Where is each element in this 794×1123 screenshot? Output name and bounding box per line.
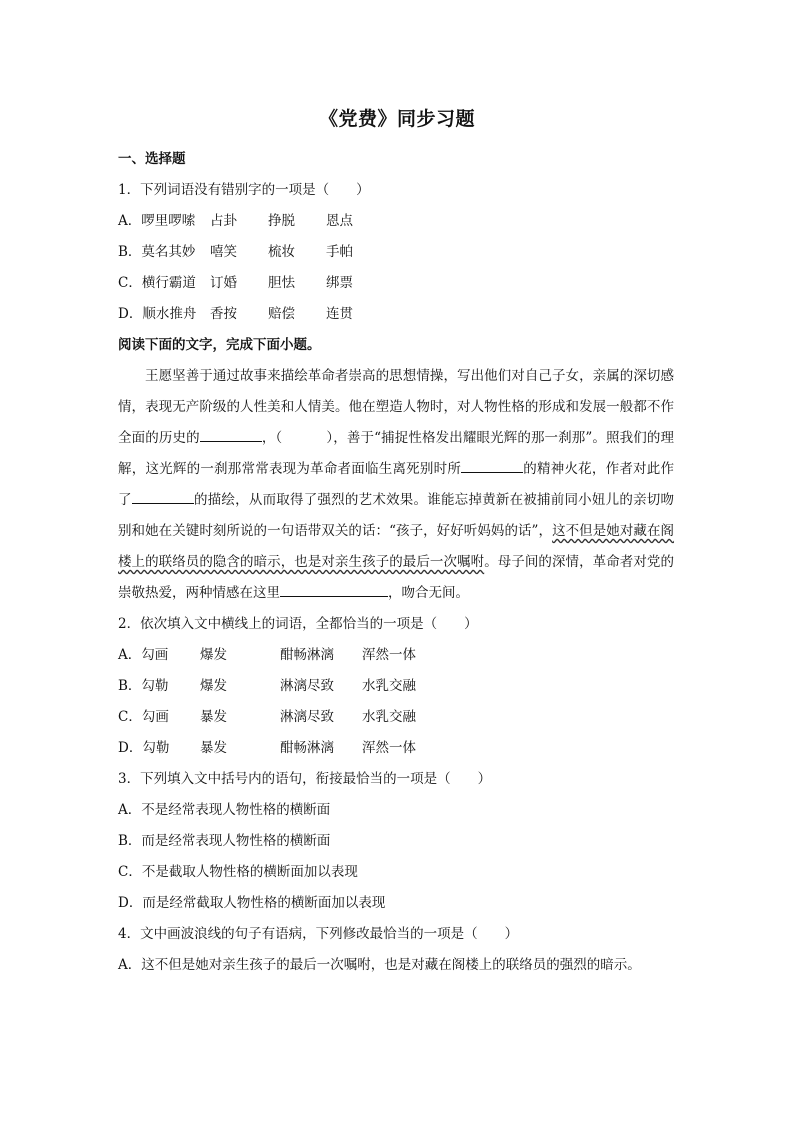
question-2-stem: 2．依次填入文中横线上的词语，全都恰当的一项是（ ） <box>118 616 478 632</box>
option-text: 连贯 <box>326 306 353 322</box>
page-title: 《党费》同步习题 <box>318 108 475 130</box>
option-text: 浑然一体 <box>362 647 416 663</box>
passage-text: 王愿坚善于通过故事来描绘革命者崇高的思想情操，写出他们对自己子女，亲属的深切感情，表现无产阶级的人性美和人情美。他在塑造人物时，对人物性格的形成和发展一般都不作全面的历史的 <box>118 368 674 446</box>
question-3-option-a: A．不是经常表现人物性格的横断面 <box>118 802 331 818</box>
option-text: 暴发 <box>200 709 227 725</box>
passage-text: ，（ <box>261 430 283 446</box>
option-text: 淋漓尽致 <box>280 678 334 694</box>
option-text: 赔偿 <box>268 306 295 322</box>
question-1-stem: 1．下列词语没有错别字的一项是（ ） <box>118 182 370 198</box>
option-text: 订婚 <box>210 275 237 291</box>
option-text: D．勾勒 <box>118 740 170 756</box>
question-2-option-b <box>118 671 674 702</box>
option-text: 恩点 <box>326 213 353 229</box>
question-2-option-c <box>118 702 674 733</box>
option-text: C．横行霸道 <box>118 275 196 291</box>
question-1-option-c <box>118 268 674 299</box>
option-text: A．啰里啰嗦 <box>118 213 196 229</box>
option-text: B．勾勒 <box>118 678 169 694</box>
question-3-option-d: D．而是经常截取人物性格的横断面加以表现 <box>118 895 386 911</box>
passage-text: ），善于“捕捉性格发出耀眼光辉的那一刹那”。照我们的理解，这光辉的一刹那常常表现为革命者面临生离死别时所 <box>118 430 675 477</box>
passage-text: 。母子间的深情，革命者对党的崇敬热爱，两种情感在这里 <box>118 554 674 601</box>
question-2-option-d <box>118 733 674 764</box>
option-text: D．顺水推舟 <box>118 306 197 322</box>
reading-instruction: 阅读下面的文字，完成下面小题。 <box>118 337 321 353</box>
question-1-option-b <box>118 237 674 268</box>
option-text: 浑然一体 <box>362 740 416 756</box>
question-4-option-a: A．这不但是她对亲生孩子的最后一次嘱咐，也是对藏在阁楼上的联络员的强烈的暗示。 <box>118 957 641 973</box>
option-text: 香按 <box>210 306 237 322</box>
option-text: 占卦 <box>210 213 237 229</box>
passage-text: 的描绘，从而取得了强烈的艺术效果。谁能忘掉黄新在被捕前同小妞儿的亲切吻别和她在关键时刻所说的一句语带双关的话：“孩子，好好听妈妈的话”， <box>118 492 675 539</box>
option-text: 梳妆 <box>268 244 295 260</box>
fill-blank-1 <box>200 425 262 442</box>
fill-blank-3 <box>132 487 194 504</box>
fill-blank-2 <box>461 456 523 473</box>
option-text: 绑票 <box>326 275 353 291</box>
question-3-option-c: C．不是截取人物性格的横断面加以表现 <box>118 864 358 880</box>
option-text: 暴发 <box>200 740 227 756</box>
option-text: B．莫名其妙 <box>118 244 196 260</box>
option-text: 嘻笑 <box>210 244 237 260</box>
option-text: 酣畅淋漓 <box>280 740 334 756</box>
option-text: A．勾画 <box>118 647 169 663</box>
option-text: 水乳交融 <box>362 678 416 694</box>
question-4-stem: 4．文中画波浪线的句子有语病，下列修改最恰当的一项是（ ） <box>118 926 519 942</box>
passage-text: ，吻合无间。 <box>388 585 469 601</box>
option-text: 淋漓尽致 <box>280 709 334 725</box>
option-text: 爆发 <box>200 678 227 694</box>
reading-passage <box>118 361 674 609</box>
option-text: C．勾画 <box>118 709 169 725</box>
document-body <box>118 144 674 981</box>
option-text: 酣畅淋漓 <box>280 647 334 663</box>
section-heading: 一、选择题 <box>118 151 186 167</box>
option-text: 爆发 <box>200 647 227 663</box>
option-text: 水乳交融 <box>362 709 416 725</box>
option-text: 挣脱 <box>268 213 295 229</box>
question-1-option-d <box>118 299 674 330</box>
question-3-option-b: B．而是经常表现人物性格的横断面 <box>118 833 331 849</box>
question-1-option-a <box>118 206 674 237</box>
question-3-stem: 3．下列填入文中括号内的语句，衔接最恰当的一项是（ ） <box>118 771 492 787</box>
wavy-underlined-sentence: 这不但是她对藏在阁楼上的联络员的隐含的暗示，也是对亲生孩子的最后一次嘱咐 <box>118 523 675 570</box>
option-text: 胆怯 <box>268 275 295 291</box>
question-2-option-a <box>118 640 674 671</box>
passage-text: 的精神火花，作者对此作了 <box>118 461 675 508</box>
option-text: 手帕 <box>326 244 353 260</box>
fill-blank-4 <box>280 580 388 597</box>
